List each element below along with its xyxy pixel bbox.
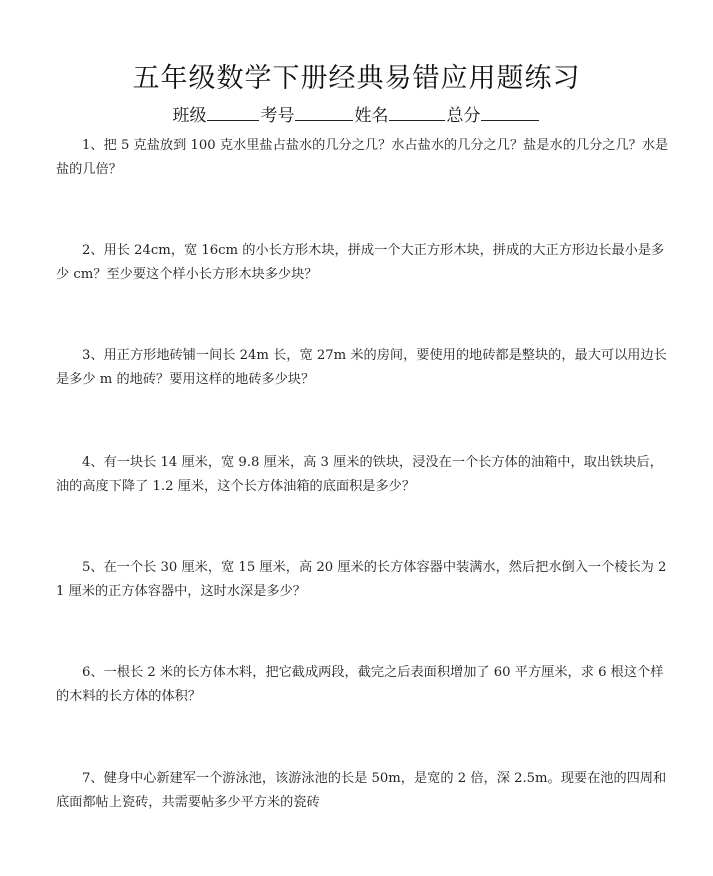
score-blank[interactable] [481,104,539,121]
question-5: 5、在一个长 30 厘米，宽 15 厘米，高 20 厘米的长方体容器中装满水，然后把水倒入一个棱长为 21 厘米的正方体容器中，这时水深是多少？ [56,560,667,599]
student-info-line [0,101,713,126]
name-blank[interactable] [389,104,445,121]
question-4: 4、有一块长 14 厘米，宽 9.8 厘米，高 3 厘米的铁块，浸没在一个长方体的油箱中，取出铁块后，油的高度下降了 1.2 厘米，这个长方体油箱的底面积是多少？ [56,455,663,494]
class-blank[interactable] [207,104,259,121]
question-1: 1、把 5 克盐放到 100 克水里盐占盐水的几分之几？水占盐水的几分之几？盐是水的几分之几？水是盐的几倍？ [56,138,669,177]
exam-no-field [261,101,355,126]
score-label: 总分 [446,106,481,126]
score-field [447,101,541,126]
question-2: 2、用长 24cm，宽 16cm 的小长方形木块，拼成一个大正方形木块，拼成的大正方形边长最小是多少 cm？至少要这个样小长方形木块多少块？ [56,243,665,282]
name-label: 姓名 [354,106,389,126]
exam-no-blank[interactable] [295,104,353,121]
question-3: 3、用正方形地砖铺一间长 24m 长，宽 27m 米的房间，要使用的地砖都是整块的，最大可以用边长是多少 m 的地砖？要用这样的地砖多少块？ [56,348,667,387]
question-7: 7、健身中心新建军一个游泳池，该游泳池的长是 50m，是宽的 2 倍，深 2.5m。现要在池的四周和底面都帖上瓷砖，共需要帖多少平方米的瓷砖 [56,771,667,810]
question-6: 6、一根长 2 米的长方体木料，把它截成两段，截完之后表面积增加了 60 平方厘米，求 6 根这个样的木料的长方体的体积？ [56,665,664,704]
class-field [173,101,261,126]
class-label: 班级 [172,106,207,126]
exam-no-label: 考号 [260,106,295,126]
name-field [355,101,447,126]
page-title: 五年级数学下册经典易错应用题练习 [132,63,581,94]
